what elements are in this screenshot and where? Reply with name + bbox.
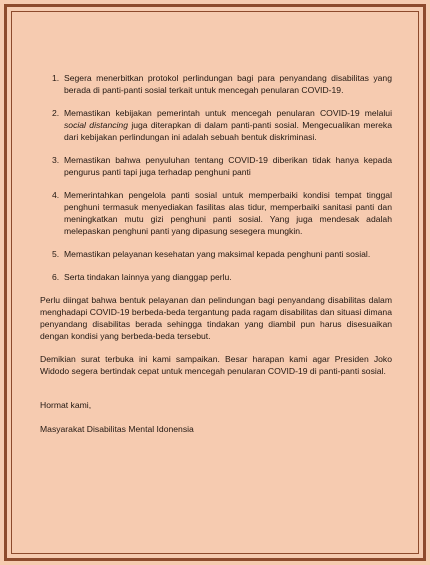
list-item-text: Memastikan pelayanan kesehatan yang maksimal kepada penghuni panti sosial. bbox=[64, 249, 371, 259]
list-item bbox=[52, 154, 392, 178]
list-item bbox=[52, 248, 392, 260]
demands-list bbox=[40, 72, 392, 283]
list-item bbox=[52, 189, 392, 237]
list-number: 3. bbox=[52, 155, 60, 165]
list-item bbox=[52, 271, 392, 283]
list-number: 4. bbox=[52, 190, 60, 200]
conclusion-paragraph: Demikian surat terbuka ini kami sampaikan. Besar harapan kami agar Presiden Joko Widodo segera bertindak cepat untuk mencegah penularan COVID-19 di panti-panti sosial. bbox=[40, 354, 392, 376]
list-number: 2. bbox=[52, 108, 60, 118]
list-item-text: Segera menerbitkan protokol perlindungan bagi para penyandang disabilitas yang berada di panti-panti sosial terkait untuk mencegah penularan COVID-19. bbox=[64, 73, 392, 95]
list-item bbox=[52, 72, 392, 96]
list-item-text-end: juga diterapkan di dalam panti-panti sosial. Mengecualikan mereka dari kebijakan perlindungan ini adalah sebuah bentuk diskriminasi. bbox=[64, 120, 393, 142]
italic-term: social distancing bbox=[64, 120, 128, 130]
list-item-text: Memerintahkan pengelola panti sosial untuk memperbaiki kondisi tempat tinggal penghuni termasuk menyediakan fasilitas alas tidur, memperbaiki sanitasi panti dan meningkatkan mutu gizi penghuni panti sosial. Yang juga mendesak adalah melepaskan penghuni panti yang dipasung sesegera mungkin. bbox=[64, 190, 392, 236]
list-number: 6. bbox=[52, 272, 60, 282]
list-item bbox=[52, 107, 393, 143]
list-number: 5. bbox=[52, 249, 60, 259]
list-item-text bbox=[64, 108, 392, 142]
closing-block bbox=[40, 399, 392, 435]
list-item-text: Memastikan bahwa penyuluhan tentang COVID-19 diberikan tidak hanya kepada pengurus panti tapi juga terhadap penghuni panti bbox=[64, 155, 392, 177]
letter-body bbox=[40, 72, 392, 447]
list-item-text-start: Memastikan kebijakan pemerintah untuk mencegah penularan COVID-19 melalui bbox=[64, 108, 392, 118]
list-number: 1. bbox=[52, 73, 60, 83]
list-item-text: Serta tindakan lainnya yang dianggap perlu. bbox=[64, 272, 232, 282]
signature: Masyarakat Disabilitas Mental Idonensia bbox=[40, 424, 194, 434]
reminder-paragraph: Perlu diingat bahwa bentuk pelayanan dan pelindungan bagi penyandang disabilitas dalam menghadapi COVID-19 berbeda-beda tergantung pada ragam disabilitas dan situasi dimana penyandang disabilitas berada sehingga tindakan yang diambil pun harus disesuaikan dengan kondisi yang berbeda-beda tersebut. bbox=[40, 295, 392, 341]
greeting: Hormat kami, bbox=[40, 400, 92, 410]
